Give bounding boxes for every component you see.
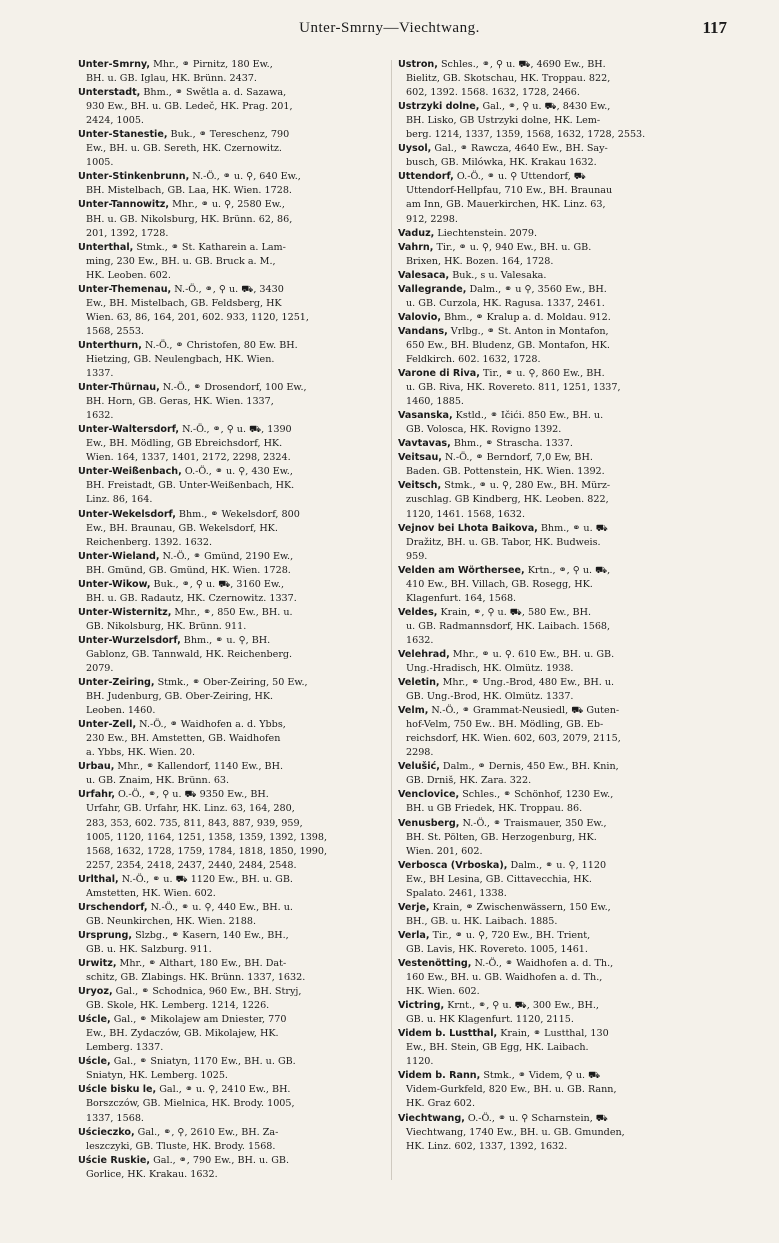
gazetteer-entry — [78, 760, 390, 788]
entry-line: 283, 353, 602. 735, 811, 843, 887, 939, 959, — [86, 817, 303, 829]
gazetteer-entry — [398, 451, 710, 479]
gazetteer-entry — [78, 985, 390, 1013]
gazetteer-entry — [78, 718, 390, 760]
entry-line: 602, 1392. 1568. 1632, 1728, 2466. — [406, 87, 580, 99]
entry-line: 1632. — [86, 410, 114, 422]
entry-line: hof-Velm, 750 Ew.. BH. Mödling, GB. Eb- — [406, 719, 604, 731]
entry-line: Ew., BH. Stein, GB Egg, HK. Laibach. — [406, 1042, 589, 1054]
entry-line: Unter-Zell, N.-Ö., ⚭ Waidhofen a. d. Ybbs, — [78, 719, 286, 731]
gazetteer-entry — [78, 241, 390, 283]
gazetteer-entry — [398, 227, 710, 241]
entry-line: Uryoz, Gal., ⚭ Schodnica, 960 Ew., BH. Stryj, — [78, 986, 302, 998]
entry-line: Gablonz, GB. Tannwald, HK. Reichenberg. — [86, 648, 293, 660]
gazetteer-entry — [398, 999, 710, 1027]
entry-line: GB. Volosca, HK. Rovigno 1392. — [406, 424, 562, 436]
entry-line: 2298. — [406, 747, 434, 759]
entry-line: Uścieczko, Gal., ⚭, ⚲, 2610 Ew., BH. Za- — [78, 1126, 279, 1138]
entry-line: Victring, Krnt., ⚭, ⚲ u. ⛟, 300 Ew., BH., — [398, 1000, 599, 1012]
entry-line: 1632. — [406, 634, 434, 646]
entry-line: Lemberg. 1337. — [86, 1042, 164, 1054]
entry-line: Ustrzyki dolne, Gal., ⚭, ⚲ u. ⛟, 8430 Ew., — [398, 101, 611, 113]
entry-line: Unter-Stinkenbrunn, N.-Ö., ⚭ u. ⚲, 640 Ew., — [78, 171, 301, 183]
entry-line: BH. u. GB. Radautz, HK. Czernowitz. 1337. — [86, 592, 297, 604]
entry-line: 2079. — [86, 663, 114, 675]
entry-line: u. GB. Curzola, HK. Ragusa. 1337, 2461. — [406, 297, 605, 309]
entry-line: 1005, 1120, 1164, 1251, 1358, 1359, 1392, 1398, — [86, 831, 328, 843]
gazetteer-entry — [398, 1069, 710, 1111]
entry-line: Vejnov bei Lhota Baikova, Bhm., ⚭ u. ⛟ — [398, 522, 608, 534]
entry-line: Amstetten, HK. Wien. 602. — [86, 887, 216, 899]
gazetteer-entry — [398, 901, 710, 929]
entry-line: reichsdorf, HK. Wien. 602, 603, 2079, 2115, — [406, 733, 621, 745]
entry-line: Reichenberg. 1392. 1632. — [86, 536, 213, 548]
entry-line: Valesaca, Buk., s u. Valesaka. — [398, 269, 547, 281]
entry-line: Unter-Wikow, Buk., ⚭, ⚲ u. ⛟, 3160 Ew., — [78, 578, 285, 590]
entry-line: 2257, 2354, 2418, 2437, 2440, 2484, 2548. — [86, 859, 297, 871]
entry-line: Unter-Wieland, N.-Ö., ⚭ Gmünd, 2190 Ew., — [78, 550, 294, 562]
entry-line: Veletin, Mhr., ⚭ Ung.-Brod, 480 Ew., BH. u. — [398, 677, 615, 689]
entry-line: 1460, 1885. — [406, 396, 464, 408]
entry-line: GB. Skole, HK. Lemberg. 1214, 1226. — [86, 1000, 270, 1012]
entry-line: BH. St. Pölten, GB. Herzogenburg, HK. — [406, 831, 597, 843]
gazetteer-entry — [398, 606, 710, 648]
entry-line: Veitsau, N.-Ö., ⚭ Berndorf, 7,0 Ew, BH. — [398, 452, 593, 464]
entry-line: 2424, 1005. — [86, 115, 144, 127]
entry-line: Ew., BH. Zydaczów, GB. Mikolajew, HK. — [86, 1028, 279, 1040]
entry-line: Venusberg, N.-Ö., ⚭ Traismauer, 350 Ew., — [398, 817, 607, 829]
entry-line: Uysol, Gal., ⚭ Rawcza, 4640 Ew., BH. Say- — [398, 143, 608, 155]
gazetteer-entry — [78, 423, 390, 465]
entry-line: Unter-Wurzelsdorf, Bhm., ⚭ u. ⚲, BH. — [78, 634, 271, 646]
entry-line: 1120, 1461. 1568, 1632. — [406, 508, 526, 520]
gazetteer-entry — [398, 283, 710, 311]
entry-line: zuschlag. GB Kindberg, HK. Leoben. 822, — [406, 494, 609, 506]
gazetteer-entry — [78, 465, 390, 507]
entry-line: 201, 1392, 1728. — [86, 227, 169, 239]
entry-line: u. GB. Znaim, HK. Brünn. 63. — [86, 775, 230, 787]
entry-line: Unter-Thürnau, N.-Ö., ⚭ Drosendorf, 100 Ew., — [78, 382, 307, 394]
gazetteer-entry — [78, 1083, 390, 1125]
entry-line: Verla, Tir., ⚭ u. ⚲, 720 Ew., BH. Trient, — [398, 929, 591, 941]
entry-line: schitz, GB. Zlabings. HK. Brünn. 1337, 1632. — [86, 972, 306, 984]
gazetteer-entry — [398, 269, 710, 283]
entry-line: BH. Mistelbach, GB. Laa, HK. Wien. 1728. — [86, 185, 292, 197]
entry-line: BH. Horn, GB. Geras, HK. Wien. 1337, — [86, 396, 274, 408]
gazetteer-entry — [78, 676, 390, 718]
entry-line: Ew., BH. Mödling, GB Ebreichsdorf, HK. — [86, 438, 283, 450]
entry-line: Unter-Weißenbach, O.-Ö., ⚭ u. ⚲, 430 Ew., — [78, 466, 293, 478]
gazetteer-entry — [398, 100, 710, 142]
entry-line: Vaduz, Liechtenstein. 2079. — [398, 227, 538, 239]
entry-line: Klagenfurt. 164, 1568. — [406, 592, 517, 604]
entry-line: a. Ybbs, HK. Wien. 20. — [86, 747, 196, 759]
gazetteer-entry — [78, 1126, 390, 1154]
entry-line: Gorlice, HK. Krakau. 1632. — [86, 1168, 218, 1180]
entry-line: Velehrad, Mhr., ⚭ u. ⚲. 610 Ew., BH. u. GB. — [398, 648, 615, 660]
entry-line: BH. Gmünd, GB. Gmünd, HK. Wien. 1728. — [86, 564, 291, 576]
entry-line: 1120. — [406, 1056, 434, 1068]
gazetteer-entry — [78, 381, 390, 423]
entry-line: HK. Wien. 602. — [406, 986, 480, 998]
entry-line: BH. u. GB. Nikolsburg, HK. Brünn. 62, 86, — [86, 213, 293, 225]
entry-line: HK. Graz 602. — [406, 1098, 476, 1110]
entry-line: Unter-Themenau, N.-Ö., ⚭, ⚲ u. ⛟, 3430 — [78, 283, 284, 295]
entry-line: Unter-Tannowitz, Mhr., ⚭ u. ⚲, 2580 Ew., — [78, 199, 285, 211]
entry-line: Varone di Riva, Tir., ⚭ u. ⚲, 860 Ew., BH. — [398, 368, 605, 380]
entry-line: am Inn, GB. Mauerkirchen, HK. Linz. 63, — [406, 199, 606, 211]
entry-line: Sniatyn, HK. Lemberg. 1025. — [86, 1070, 228, 1082]
gazetteer-entry — [78, 1013, 390, 1055]
entry-line: Urfahr, GB. Urfahr, HK. Linz. 63, 164, 280, — [86, 803, 295, 815]
entry-line: BH. Judenburg, GB. Ober-Zeiring, HK. — [86, 691, 274, 703]
gazetteer-entry — [398, 648, 710, 676]
entry-line: Unter-Smrny, Mhr., ⚭ Pirnitz, 180 Ew., — [78, 59, 273, 70]
entry-line: Leoben. 1460. — [86, 705, 156, 717]
gazetteer-entry — [78, 873, 390, 901]
gazetteer-entry — [398, 325, 710, 367]
gazetteer-entry — [78, 578, 390, 606]
entry-line: Linz. 86, 164. — [86, 494, 153, 506]
entry-line: Unterthal, Stmk., ⚭ St. Katharein a. Lam- — [78, 241, 286, 253]
gazetteer-entry — [398, 760, 710, 788]
entry-line: GB. Lavis, HK. Rovereto. 1005, 1461. — [406, 943, 588, 955]
entry-line: Vasanska, Kstld., ⚭ Ičići. 850 Ew., BH. u. — [398, 410, 604, 422]
entry-line: 930 Ew., BH. u. GB. Ledeč, HK. Prag. 201, — [86, 101, 293, 113]
entry-line: Videm-Gurkfeld, 820 Ew., BH. u. GB. Rann, — [406, 1084, 617, 1096]
right-column — [398, 58, 710, 1154]
gazetteer-entry — [78, 170, 390, 198]
gazetteer-entry — [398, 142, 710, 170]
gazetteer-entry — [398, 817, 710, 859]
entry-line: HK. Leoben. 602. — [86, 269, 171, 281]
entry-line: 1568, 2553. — [86, 325, 144, 337]
gazetteer-entry — [398, 311, 710, 325]
entry-line: BH. u GB Friedek, HK. Troppau. 86. — [406, 803, 583, 815]
entry-line: Uttendorf, O.-Ö., ⚭ u. ⚲ Uttendorf, ⛟ — [398, 171, 586, 183]
entry-line: Velušić, Dalm., ⚭ Dernis, 450 Ew., BH. Knin, — [398, 761, 619, 773]
entry-line: Uścle, Gal., ⚭ Sniatyn, 1170 Ew., BH. u. GB. — [78, 1056, 296, 1068]
gazetteer-entry — [78, 550, 390, 578]
entry-line: Wien. 63, 86, 164, 201, 602. 933, 1120, 1251, — [86, 311, 309, 323]
entry-line: Spalato. 2461, 1338. — [406, 887, 507, 899]
entry-line: berg. 1214, 1337, 1359, 1568, 1632, 1728, 2553. — [406, 129, 646, 141]
entry-line: GB. Drniš, HK. Zara. 322. — [406, 775, 532, 787]
entry-line: Urfahr, O.-Ö., ⚭, ⚲ u. ⛟ 9350 Ew., BH. — [78, 789, 269, 801]
entry-line: Ew., BH Lesina, GB. Cittavecchia, HK. — [406, 873, 592, 885]
entry-line: Borszczów, GB. Mielnica, HK. Brody. 1005, — [86, 1098, 295, 1110]
gazetteer-entry — [78, 1055, 390, 1083]
entry-line: 1005. — [86, 157, 114, 169]
entry-line: Veitsch, Stmk., ⚭ u. ⚲, 280 Ew., BH. Mürz- — [398, 480, 611, 492]
page-number: 117 — [702, 18, 727, 37]
entry-line: ming, 230 Ew., BH. u. GB. Bruck a. M., — [86, 255, 276, 267]
entry-line: Venclovice, Schles., ⚭ Schönhof, 1230 Ew., — [398, 789, 614, 801]
gazetteer-entry — [398, 564, 710, 606]
entry-line: BH. u. GB. Iglau, HK. Brünn. 2437. — [86, 73, 257, 85]
entry-line: BH. Freistadt, GB. Unter-Weißenbach, HK. — [86, 480, 295, 492]
gazetteer-entry — [398, 58, 710, 100]
gazetteer-entry — [398, 437, 710, 451]
column-divider — [391, 60, 392, 1180]
entry-line: Velm, N.-Ö., ⚭ Grammat-Neusiedl, ⛟ Guten- — [398, 705, 620, 717]
entry-line: GB. u. HK Klagenfurt. 1120, 2115. — [406, 1014, 574, 1026]
gazetteer-entry — [398, 522, 710, 564]
entry-line: u. GB. Riva, HK. Rovereto. 811, 1251, 1337, — [406, 382, 621, 394]
entry-line: 1337. — [86, 368, 114, 380]
entry-line: Unter-Stanestie, Buk., ⚭ Tereschenz, 790 — [78, 129, 290, 141]
entry-line: Feldkirch. 602. 1632, 1728. — [406, 353, 541, 365]
entry-line: Vandans, Vrlbg., ⚭ St. Anton in Montafon, — [398, 325, 609, 337]
entry-line: Bielitz, GB. Skotschau, HK. Troppau. 822, — [406, 73, 611, 85]
entry-line: Unter-Wekelsdorf, Bhm., ⚭ Wekelsdorf, 800 — [78, 508, 300, 520]
entry-line: Valovio, Bhm., ⚭ Kralup a. d. Moldau. 912. — [398, 311, 611, 323]
gazetteer-entry — [78, 283, 390, 339]
entry-line: Videm b. Rann, Stmk., ⚭ Videm, ⚲ u. ⛟ — [398, 1070, 601, 1082]
gazetteer-entry — [398, 859, 710, 901]
entry-line: Ustron, Schles., ⚭, ⚲ u. ⛟, 4690 Ew., BH. — [398, 59, 606, 70]
entry-line: Wien. 164, 1337, 1401, 2172, 2298, 2324. — [86, 452, 291, 464]
entry-line: Dražitz, BH. u. GB. Tabor, HK. Budweis. — [406, 536, 601, 548]
gazetteer-entry — [398, 1027, 710, 1069]
entry-line: Ursprung, Slzbg., ⚭ Kasern, 140 Ew., BH., — [78, 929, 289, 941]
gazetteer-entry — [78, 929, 390, 957]
gazetteer-entry — [78, 606, 390, 634]
gazetteer-entry — [78, 957, 390, 985]
entry-line: Unterstadt, Bhm., ⚭ Swětla a. d. Sazawa, — [78, 87, 287, 99]
gazetteer-entry — [78, 128, 390, 170]
entry-line: Viechtwang, 1740 Ew., BH. u. GB. Gmunden, — [406, 1126, 625, 1138]
entry-line: BH. Lisko, GB Ustrzyki dolne, HK. Lem- — [406, 115, 601, 127]
running-head: Unter-Smrny—Viechtwang. — [299, 20, 480, 36]
gazetteer-entry — [78, 339, 390, 381]
gazetteer-entry — [78, 508, 390, 550]
entry-line: Ung.-Hradisch, HK. Olmütz. 1938. — [406, 663, 574, 675]
gazetteer-entry — [398, 241, 710, 269]
entry-line: Verbosca (Vrboska), Dalm., ⚭ u. ⚲, 1120 — [398, 859, 607, 871]
gazetteer-entry — [398, 479, 710, 521]
entry-line: Uście Ruskie, Gal., ⚭, 790 Ew., BH. u. GB. — [78, 1154, 290, 1166]
entry-line: GB. u. HK. Salzburg. 911. — [86, 943, 212, 955]
entry-line: Urwitz, Mhr., ⚭ Althart, 180 Ew., BH. Dat- — [78, 958, 287, 969]
entry-line: Urbau, Mhr., ⚭ Kallendorf, 1140 Ew., BH. — [78, 761, 284, 773]
gazetteer-entry — [78, 86, 390, 128]
entry-line: GB. Neunkirchen, HK. Wien. 2188. — [86, 915, 257, 927]
entry-line: Vavtavas, Bhm., ⚭ Strascha. 1337. — [398, 438, 573, 450]
entry-line: 410 Ew., BH. Villach, GB. Rosegg, HK. — [406, 578, 593, 590]
entry-line: Verje, Krain, ⚭ Zwischenwässern, 150 Ew., — [398, 901, 611, 913]
entry-line: Baden. GB. Pottenstein, HK. Wien. 1392. — [406, 466, 605, 478]
entry-line: 959. — [406, 550, 428, 562]
entry-line: Velden am Wörthersee, Krtn., ⚭, ⚲ u. ⛟, — [398, 564, 611, 576]
entry-line: Ew., BH. Mistelbach, GB. Feldsberg, HK — [86, 297, 282, 309]
entry-line: Uścle, Gal., ⚭ Mikolajew am Dniester, 770 — [78, 1014, 287, 1026]
entry-line: Vestenötting, N.-Ö., ⚭ Waidhofen a. d. Th., — [398, 958, 614, 969]
entry-line: 650 Ew., BH. Bludenz, GB. Montafon, HK. — [406, 339, 610, 351]
entry-line: Unter-Waltersdorf, N.-Ö., ⚭, ⚲ u. ⛟, 1390 — [78, 424, 292, 436]
gazetteer-entry — [398, 929, 710, 957]
gazetteer-entry — [398, 409, 710, 437]
entry-line: 1337, 1568. — [86, 1112, 144, 1124]
entry-line: HK. Linz. 602, 1337, 1392, 1632. — [406, 1140, 568, 1152]
entry-line: Wien. 201, 602. — [406, 845, 483, 857]
entry-line: GB. Ung.-Brod, HK. Olmütz. 1337. — [406, 691, 574, 703]
gazetteer-entry — [78, 634, 390, 676]
entry-line: u. GB. Radmannsdorf, HK. Laibach. 1568, — [406, 620, 611, 632]
entry-line: Vahrn, Tir., ⚭ u. ⚲, 940 Ew., BH. u. GB. — [398, 241, 592, 253]
gazetteer-entry — [398, 704, 710, 760]
entry-line: Veldes, Krain, ⚭, ⚲ u. ⛟, 580 Ew., BH. — [398, 606, 592, 618]
gazetteer-entry — [78, 788, 390, 872]
gazetteer-entry — [398, 170, 710, 226]
page-header — [0, 14, 779, 44]
gazetteer-entry — [398, 957, 710, 999]
entry-line: Uttendorf-Hellpfau, 710 Ew., BH. Braunau — [406, 185, 613, 197]
entry-line: Unter-Zeiring, Stmk., ⚭ Ober-Zeiring, 50 Ew., — [78, 677, 308, 689]
gazetteer-entry — [398, 367, 710, 409]
entry-line: Uścle bisku le, Gal., ⚭ u. ⚲, 2410 Ew., BH. — [78, 1084, 291, 1096]
entry-line: Ew., BH. u. GB. Sereth, HK. Czernowitz. — [86, 143, 282, 155]
gazetteer-entry — [398, 788, 710, 816]
entry-line: 230 Ew., BH. Amstetten, GB. Waidhofen — [86, 733, 281, 745]
entry-line: Ew., BH. Braunau, GB. Wekelsdorf, HK. — [86, 522, 278, 534]
entry-line: busch, GB. Milówka, HK. Krakau 1632. — [406, 157, 597, 169]
gazetteer-entry — [78, 901, 390, 929]
entry-line: BH., GB. u. HK. Laibach. 1885. — [406, 915, 558, 927]
entry-line: Unter-Wisternitz, Mhr., ⚭, 850 Ew., BH. u. — [78, 606, 293, 618]
entry-line: leszczyki, GB. Tluste, HK. Brody. 1568. — [86, 1140, 276, 1152]
entry-line: 1568, 1632, 1728, 1759, 1784, 1818, 1850, 1990, — [86, 845, 328, 857]
left-column — [78, 58, 390, 1182]
entry-line: Vallegrande, Dalm., ⚭ u ⚲, 3560 Ew., BH. — [398, 283, 607, 295]
gazetteer-entry — [78, 198, 390, 240]
gazetteer-entry — [398, 676, 710, 704]
gazetteer-entry — [78, 58, 390, 86]
entry-line: 912, 2298. — [406, 213, 458, 225]
entry-line: Brixen, HK. Bozen. 164, 1728. — [406, 255, 554, 267]
entry-line: Urlthal, N.-Ö., ⚭ u. ⛟ 1120 Ew., BH. u. GB. — [78, 873, 293, 885]
entry-line: 160 Ew., BH. u. GB. Waidhofen a. d. Th., — [406, 972, 603, 984]
entry-line: Urschendorf, N.-Ö., ⚭ u. ⚲, 440 Ew., BH. u. — [78, 901, 293, 913]
entry-line: GB. Nikolsburg, HK. Brünn. 911. — [86, 620, 247, 632]
entry-line: Unterthurn, N.-Ö., ⚭ Christofen, 80 Ew. BH. — [78, 339, 298, 351]
entry-line: Viechtwang, O.-Ö., ⚭ u. ⚲ Scharnstein, ⛟ — [398, 1112, 608, 1124]
entry-line: Hietzing, GB. Neulengbach, HK. Wien. — [86, 353, 275, 365]
gazetteer-entry — [398, 1112, 710, 1154]
entry-line: Videm b. Lustthal, Krain, ⚭ Lustthal, 130 — [398, 1028, 609, 1040]
gazetteer-entry — [78, 1154, 390, 1182]
